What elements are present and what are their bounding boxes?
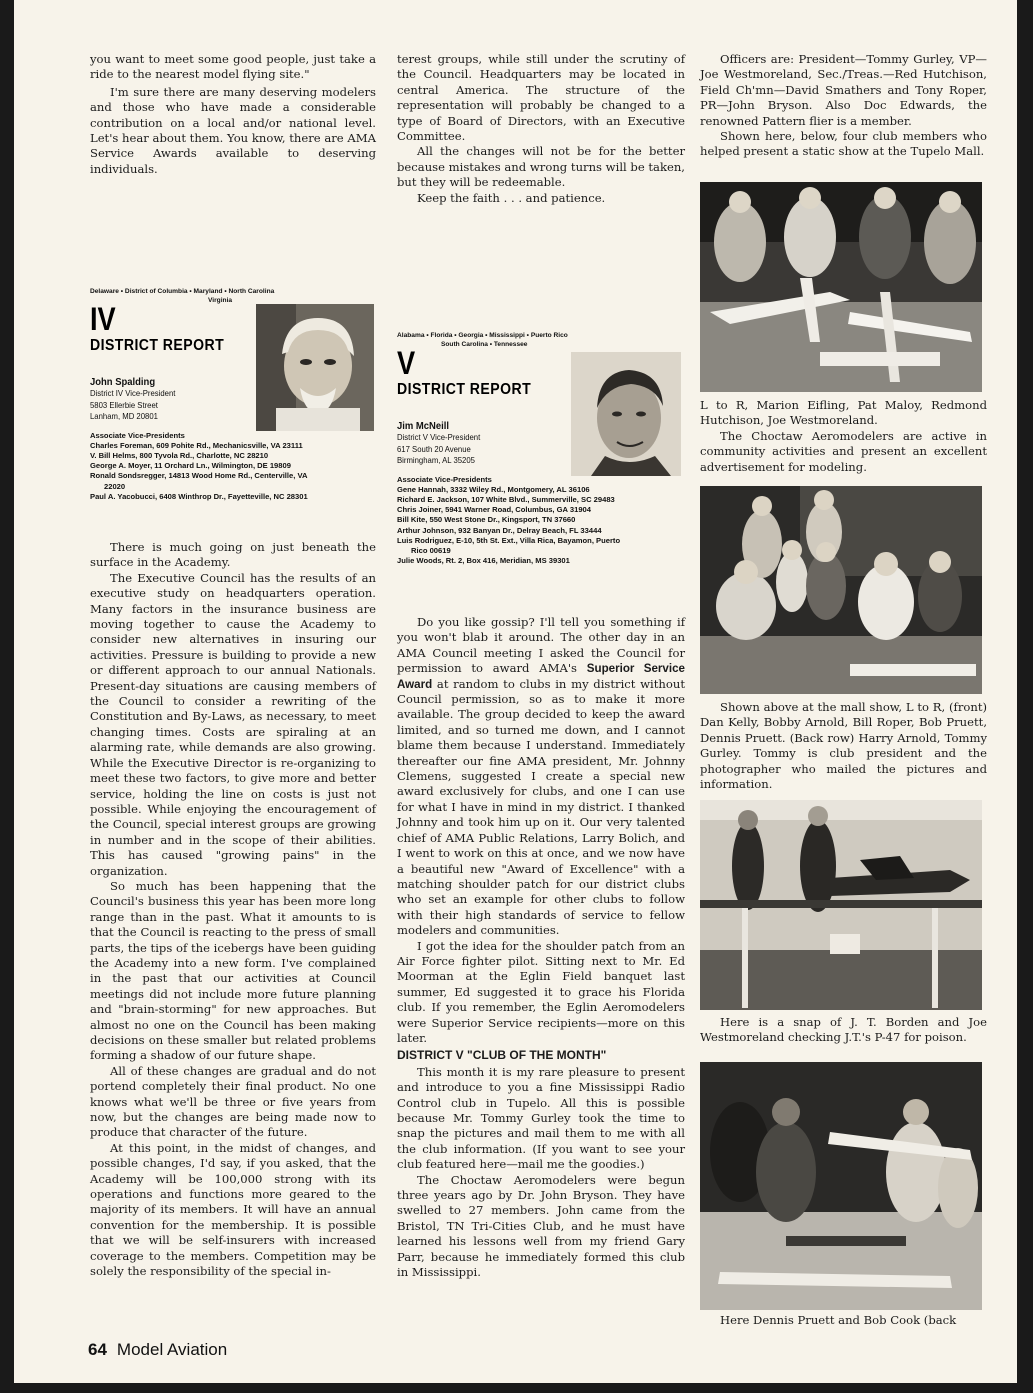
- photo-p47-check: [700, 800, 982, 1010]
- magazine-name: Model Aviation: [116, 1340, 228, 1359]
- district4-states-2: Virginia: [208, 297, 233, 304]
- vp-street: 617 South 20 Avenue: [397, 443, 471, 454]
- page-folio: [88, 1340, 227, 1360]
- club-of-month-heading: DISTRICT V "CLUB OF THE MONTH": [397, 1048, 607, 1063]
- district4-body: [90, 540, 376, 1280]
- paragraph: Officers are: President—Tommy Gurley, VP—Joe Westmoreland, Sec./Treas.—Red Hutchison, Field Ch'mn—David Smathers and Tony Roper, PR—John Bryson. Also Doc Edwards, the renowned Pattern flier is a member.: [700, 52, 987, 128]
- assoc-line: Charles Foreman, 609 Pohite Rd., Mechanicsville, VA 23111: [90, 440, 303, 450]
- paragraph: At this point, in the midst of changes, and possible changes, I'd say, if you asked, that the Academy will be 100,000 strong with its operations and functions more geared to the majority of its members. It will have an annual convention for the membership. It is possible that we will be self-insurers with increased coverage to the members. Competition may be solely the responsibility of the special in-: [90, 1140, 376, 1279]
- vp-name: John Spalding: [90, 376, 156, 388]
- district4-states: Delaware • District of Columbia • Maryland • North Carolina: [90, 288, 275, 295]
- paragraph: I got the idea for the shoulder patch from an Air Force fighter pilot. Sitting next to Mr. Ed Moorman at the Eglin Field banquet last summer, Ed suggested it to grace his Florida club. If you remember, the Eglin Aeromodelers were Superior Service recipients—more on this later.: [397, 938, 685, 1045]
- assoc-line: George A. Moyer, 11 Orchard Ln., Wilmington, DE 19809: [90, 461, 291, 471]
- paragraph: Keep the faith . . . and patience.: [417, 190, 606, 205]
- photo-image: [700, 486, 982, 694]
- assoc-title: Associate Vice-Presidents: [397, 474, 492, 484]
- vp-street: 5803 Ellerbie Street: [90, 399, 158, 410]
- assoc-line: Ronald Sondsregger, 14813 Wood Home Rd., Centerville, VA: [90, 471, 308, 481]
- district5-numeral: V: [397, 345, 416, 381]
- magazine-page: [14, 0, 1017, 1383]
- col2-continuation: [397, 52, 685, 206]
- district5-associates: [397, 475, 697, 567]
- vp-city: Lanham, MD 20801: [90, 411, 158, 422]
- assoc-line: Luis Rodriguez, E-10, 5th St. Ext., Villa Rica, Bayamon, Puerto: [397, 535, 621, 545]
- assoc-line: Paul A. Yacobucci, 6408 Winthrop Dr., Fayetteville, NC 28301: [90, 491, 308, 501]
- portrait-john-spalding: [256, 304, 374, 431]
- caption-text: Here is a snap of J. T. Borden and Joe Westmoreland checking J.T.'s P-47 for poison.: [700, 1015, 987, 1045]
- district5-states: Alabama • Florida • Georgia • Mississippi • Puerto Rico: [397, 332, 568, 339]
- district5-body: [397, 615, 685, 1280]
- district5-states-2: South Carolina • Tennessee: [441, 341, 528, 348]
- assoc-line: V. Bill Helms, 800 Tyvola Rd., Charlotte, NC 28210: [90, 451, 269, 461]
- district5-heading: DISTRICT REPORT: [397, 381, 532, 398]
- photo-four-members: [700, 182, 982, 392]
- paragraph: you want to meet some good people, just take a ride to the nearest model flying site.": [90, 52, 376, 82]
- caption-photo2: [700, 700, 987, 792]
- district4-associates: [90, 431, 390, 502]
- assoc-line: Chris Joiner, 5941 Warner Road, Columbus, GA 31904: [397, 505, 591, 515]
- assoc-line: 22020: [104, 481, 126, 491]
- vp-title: District IV Vice-President: [90, 388, 176, 399]
- portrait-image: [256, 304, 374, 431]
- district4-numeral: IV: [90, 301, 116, 337]
- district4-heading: DISTRICT REPORT: [90, 337, 225, 354]
- caption-text: L to R, Marion Eifling, Pat Maloy, Redmond Hutchison, Joe Westmoreland.: [700, 398, 987, 428]
- assoc-line: Richard E. Jackson, 107 White Blvd., Summerville, SC 29483: [397, 495, 615, 505]
- vp-name: Jim McNeill: [397, 420, 450, 432]
- paragraph: There is much going on just beneath the surface in the Academy.: [90, 540, 376, 570]
- vp-title: District V Vice-President: [397, 432, 481, 443]
- assoc-line: Arthur Johnson, 932 Banyan Dr., Delray Beach, FL 33444: [397, 525, 602, 535]
- paragraph: This month it is my rare pleasure to present and introduce to you a fine Mississippi Radio Control club in Tupelo. All this is possible because Mr. Tommy Gurley took the time to snap the pictures and mail them to me with all the club information. (If you want to see your club featured here—mail me the goodies.): [397, 1064, 685, 1172]
- text-run: at random to clubs in my district without Council permission, so as to make it more available. The group decided to keep the award limited, and so turned me down, and I cannot blame them because I understand. Immediately thereafter our fine AMA president, Mr. Johnny Clemens, suggested I create a special new award exclusively for clubs, and one I can use for what I have in mind in my district. I thanked Johnny and took him up on it. Our very talented chief of AMA Public Relations, Larry Bolich, and I went to work on this at once, and we now have a beautiful new "Award of Excellence" with a matching shoulder patch for our district clubs who set an example for other clubs to follow with their high standards of service to fellow modelers and communities.: [397, 676, 685, 938]
- caption-photo3: [700, 1015, 987, 1046]
- col3-top: [700, 52, 987, 160]
- page-number: 64: [88, 1340, 107, 1359]
- paragraph: terest groups, while still under the scrutiny of the Council. Headquarters may be located in central America. The structure of the representation will probably be changed to a type of Board of Directors, with an Executive Committee.: [397, 52, 685, 144]
- paragraph: The Executive Council has the results of an executive study on headquarters operation. Many factors in the insurance business are moving together to cause the Academy to consider new alternatives in insuring our activities. Pressure is building to provide a new or different approach to our annual Nationals. Present-day situations are causing members of the Council to consider a rewriting of the Constitution and By-Laws, as necessary, to meet changing times. Costs are spiraling at an alarming rate, while demands are also growing. While the Executive Director is re-organizing to meet these two factors, to give more and better service, holding the line on costs is just not possible. While enjoying the encouragement of the Council, special interest groups are growing in number and in the scope of their abilities. This has caused "growing pains" in the organization.: [90, 570, 376, 878]
- assoc-line: Gene Hannah, 3332 Wiley Rd., Montgomery, AL 36106: [397, 484, 590, 494]
- text-run: Do you like gossip? I'll tell you something if you won't blab it around. The other day in an AMA Council meeting I asked the Council for permission to award AMA's: [397, 615, 685, 676]
- assoc-line: Julie Woods, Rt. 2, Box 416, Meridian, MS 39301: [397, 556, 570, 566]
- paragraph: Shown here, below, four club members who helped present a static show at the Tupelo Mall.: [700, 129, 987, 159]
- photo-image: [700, 800, 982, 1010]
- assoc-title: Associate Vice-Presidents: [90, 430, 185, 440]
- paragraph: The Choctaw Aeromodelers are active in community activities and present an excellent advertisement for modeling.: [700, 428, 987, 474]
- portrait-jim-mcneill: [571, 352, 681, 476]
- award-name: Superior Service Award: [397, 662, 685, 691]
- caption-photo1: [700, 398, 987, 475]
- paragraph: All of these changes are gradual and do not portend completely their final product. No one knows what we'll be three or five years from now, but the changes are being made now to produce that character of the future.: [90, 1063, 376, 1140]
- paragraph: I'm sure there are many deserving modelers and those who have made a considerable contribution on a local and/or national level. Let's hear about them. You know, there are AMA Service Awards available to deserving individuals.: [90, 84, 376, 176]
- caption-text: Here Dennis Pruett and Bob Cook (back: [720, 1313, 957, 1327]
- photo-mall-show: [700, 486, 982, 694]
- caption-photo4: [700, 1313, 987, 1328]
- vp-city: Birmingham, AL 35205: [397, 455, 475, 466]
- photo-image: [700, 182, 982, 392]
- paragraph: So much has been happening that the Council's business this year has been more long range than in the past. What it amounts to is that the Council is reacting to the press of small parts, the tips of the icebergs have been guiding the Academy into a new form. I've complained in the past that our activities at Council meetings did not include more future planning and "brain-storming" for new approaches. But almost no one on the Council has been making decisions on these smaller but related problems forming a shadow of our future shape.: [90, 878, 376, 1063]
- paragraph: [397, 615, 685, 939]
- photo-dennis-bob: [700, 1062, 982, 1310]
- photo-image: [700, 1062, 982, 1310]
- assoc-line: Rico 00619: [411, 546, 451, 556]
- paragraph: All the changes will not be for the better because mistakes and wrong turns will be taken, but they will be redeemable.: [397, 144, 685, 190]
- caption-text: Shown above at the mall show, L to R, (front) Dan Kelly, Bobby Arnold, Bill Roper, Bob Pruett, Dennis Pruett. (Back row) Harry Arnold, Tommy Gurley. Tommy is club president and the photographer who mailed the pictures and information.: [700, 700, 987, 792]
- portrait-image: [571, 352, 681, 476]
- assoc-line: Bill Kite, 550 West Stone Dr., Kingsport, TN 37660: [397, 515, 576, 525]
- col1-continuation: [90, 52, 376, 177]
- paragraph: The Choctaw Aeromodelers were begun three years ago by Dr. John Bryson. They have swelled to 27 members. John came from the Bristol, TN Tri-Cities Club, and he must have learned his lessons well from my friend Gary Parr, because he immediately formed this club in Mississippi.: [397, 1172, 685, 1280]
